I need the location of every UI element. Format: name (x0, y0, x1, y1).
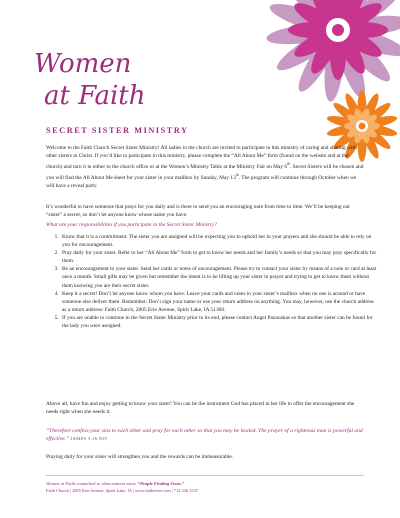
responsibilities-heading: What are your responsibilities if you participate in the Secret Sister Ministry? (46, 222, 217, 228)
paragraph-above-all: Above all, have fun and enjoy getting to know your sister! You can be the instrument God has placed in her life to offer the encouragement she needs right when she needs it. (46, 401, 355, 416)
list-item: 3. Be an encouragement to your sister. Send her cards or notes of encouragement. Please try to contact your sister by means of a note or card at least once a month. Small gifts may be given but remember the intent is to be lifting up your sister in prayer and trying to get to know them without them knowing you are their secret sister. (60, 265, 378, 289)
responsibilities-list (46, 233, 378, 330)
flower-center (332, 24, 344, 36)
intro-paragraph: Welcome to the Faith Church Secret Sister Ministry! All ladies in the church are invited to participate in this ministry of caring and sharing with other sisters in Christ. If you’d like to participate in this ministry, please complete the “All About Me” form (found on the website and at the church) and turn it in either to the church office or at the Women’s Ministry Table at the Ministry Fair on May 6th. Secret Sisters will be chosen and you will find the All About Me sheet for your sister in your mailbox by Sunday, May 13th. The program will continue through October when we will have a reveal party. (46, 145, 364, 189)
logo-line-2: at Faith (44, 81, 146, 111)
flower-center (359, 123, 366, 130)
quote-reference: JAMES 5:16 NIV (70, 436, 108, 442)
list-item: 1. Know that it is a commitment. The sister you are assigned will be expecting you to uphold her in your prayers and she should be able to rely on you for encouragement. (60, 233, 378, 249)
footer (46, 480, 364, 494)
paragraph-praying: Praying daily for your sister will strengthen you and the rewards can be immeasurable. (46, 454, 234, 460)
scripture-quote (46, 427, 364, 444)
logo-line-1: Women (34, 49, 132, 79)
women-at-faith-logo (30, 44, 190, 114)
list-item: 4. Keep it a secret! Don’t let anyone know whom you have. Leave your cards and notes in your sister’s mailbox when no one is around or have someone else deliver them. Remember: Don’t sign your name or use your return address on anything. You may, however, use the church address as a return address: Faith Church, 2805 Erie Avenue, Spirit Lake, IA 51360. (60, 290, 378, 314)
list-item: 2. Pray daily for your sister. Refer to her “All About Me” form to get to know her needs and her family’s needs so that you may pray specifically for them. (60, 249, 378, 265)
footer-divider (46, 475, 364, 476)
list-item: 5. If you are unable to continue in the Secret Sister Ministry prior to its end, please contact Angel Pazouskas so that another sister can be found for the lady you were assigned. (60, 314, 378, 330)
page-title: SECRET SISTER MINISTRY (46, 126, 189, 135)
footer-address: Faith Church | 2805 Erie Avenue, Spirit Lake, IA | www.faithefree.com | 712.336.1537 (46, 488, 199, 493)
footer-tagline: Women at Faith committed to what matters most: “People Finding Jesus.” (46, 481, 185, 486)
paragraph-secret: It’s wonderful to have someone that prays for you daily and is there to send you an encouraging note from time to time. We’ll be keeping our “sister” a secret, so don’t let anyone know whose name you have. (46, 204, 351, 219)
quote-text: “Therefore confess your sins to each other and pray for each other so that you may be healed. The prayer of a righteous man is powerful and effective.” (46, 428, 363, 443)
